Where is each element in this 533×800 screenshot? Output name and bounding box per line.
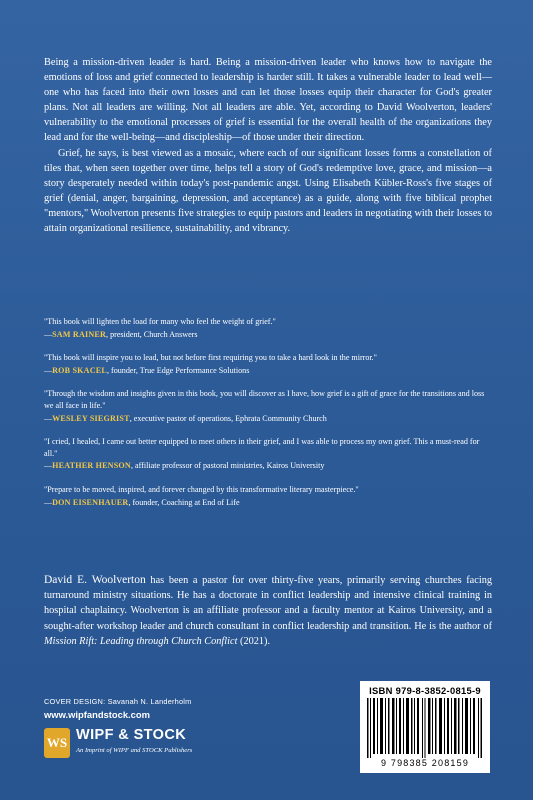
book-description	[44, 55, 492, 236]
author-bio	[44, 573, 492, 649]
endorsement	[44, 352, 492, 376]
endorser-name: WESLEY SIEGRIST	[52, 413, 130, 423]
cover-design-credit: COVER DESIGN: Savanah N. Landerholm	[44, 697, 192, 706]
endorser-name: ROB SKACEL	[52, 365, 107, 375]
previous-book-title: Mission Rift: Leading through Church Conflict	[44, 635, 238, 647]
endorsement	[44, 484, 492, 508]
isbn-barcode	[360, 681, 490, 773]
endorsement-quote: "This book will inspire you to lead, but not before first requiring you to take a hard look in the mirror."	[44, 353, 377, 363]
credits	[44, 697, 191, 720]
endorsement-attribution	[44, 329, 492, 341]
publisher-imprint: An Imprint of WIPF and STOCK Publishers	[76, 747, 193, 754]
endorser-name: DON EISENHAUER	[52, 497, 129, 507]
endorsement-quote: "Prepare to be moved, inspired, and forever changed by this transformative literary masterpiece."	[44, 484, 359, 494]
endorsement-attribution	[44, 365, 492, 377]
endorsement-quote: "This book will lighten the load for many who feel the weight of grief."	[44, 317, 276, 326]
endorser-title: , president, Church Answers	[106, 329, 198, 339]
endorsement-quote: "I cried, I healed, I came out better equipped to meet others in their grief, and I was able to process my own grief. This a must-read for all."	[44, 437, 480, 458]
endorser-title: , affiliate professor of pastoral ministries, Kairos University	[130, 461, 325, 471]
endorsement-quote: "Through the wisdom and insights given in this book, you will discover as I have, how grief is a gift of grace for the transitions and loss we all face in life."	[44, 389, 485, 410]
attribution-dash: —	[44, 365, 53, 375]
endorser-name: SAM RAINER	[52, 329, 107, 339]
author-name: David E. Woolverton	[44, 574, 146, 586]
barcode-icon	[367, 698, 483, 758]
endorsements	[44, 316, 492, 520]
barcode-digits: 9 798385 208159	[380, 758, 470, 768]
endorser-title: , executive pastor of operations, Ephrata Community Church	[129, 413, 327, 423]
description-paragraph-1: Being a mission-driven leader is hard. Being a mission-driven leader who knows how to navigate the emotions of loss and grief connected to leadership is harder still. It takes a vulnerable leader to lead well—one who has faced into their own losses and can let those losses equip their character for God's greater plans. Not all leaders are willing. Not all leaders are able. Yet, according to David Woolverton, leaders' vulnerability to the emotional processes of grief is essential for the overall health of the organizations they lead and for the well-being—and discipleship—of those under their direction.	[44, 57, 492, 144]
attribution-dash: —	[44, 413, 53, 423]
publisher-website: www.wipfandstock.com	[44, 709, 150, 720]
bio-text-1: has been a pastor for over thirty-five years, primarily serving churches facing turnaround ministry situations. He has a doctorate in conflict leadership and intensive clinical training in hospital chaplaincy. Woolverton is an affiliate professor and a faculty mentor at Kairos University, and a sought-after workshop leader and church consultant in conflict leadership and transition. He is the author of	[44, 575, 492, 632]
endorsement	[44, 436, 492, 472]
publisher-logo	[44, 728, 244, 764]
attribution-dash: —	[44, 497, 53, 507]
endorsement-attribution	[44, 497, 492, 509]
description-paragraph-2: Grief, he says, is best viewed as a mosaic, where each of our significant losses forms a constellation of tiles that, when seen together over time, helps tell a story of God's redemptive love, grace, and mission—a story desperately needed within today's post-pandemic angst. Using Elisabeth Kübler-Ross's five stages of grief (denial, anger, bargaining, depression, and acceptance) as a guide, along with five biblical prophet "mentors," Woolverton presents five strategies to equip pastors and leaders in negotiating with their losses to attain organizational resilience, sustainability, and vibrancy.	[44, 147, 492, 235]
isbn-label: ISBN 979-8-3852-0815-9	[369, 685, 481, 696]
bio-text-2: (2021).	[237, 635, 271, 647]
endorsement-attribution	[44, 413, 492, 425]
ws-logo-icon: WS	[44, 728, 70, 758]
author-bio-text	[44, 573, 492, 649]
endorser-name: HEATHER HENSON	[52, 461, 131, 471]
endorsement-attribution	[44, 460, 492, 472]
endorser-title: , founder, True Edge Performance Solutions	[106, 365, 250, 375]
endorsement	[44, 316, 492, 340]
attribution-dash: —	[44, 329, 53, 339]
endorser-title: , founder, Coaching at End of Life	[128, 497, 240, 507]
publisher-name: WIPF & STOCK	[76, 727, 187, 743]
endorsement	[44, 388, 492, 424]
attribution-dash: —	[44, 461, 53, 471]
